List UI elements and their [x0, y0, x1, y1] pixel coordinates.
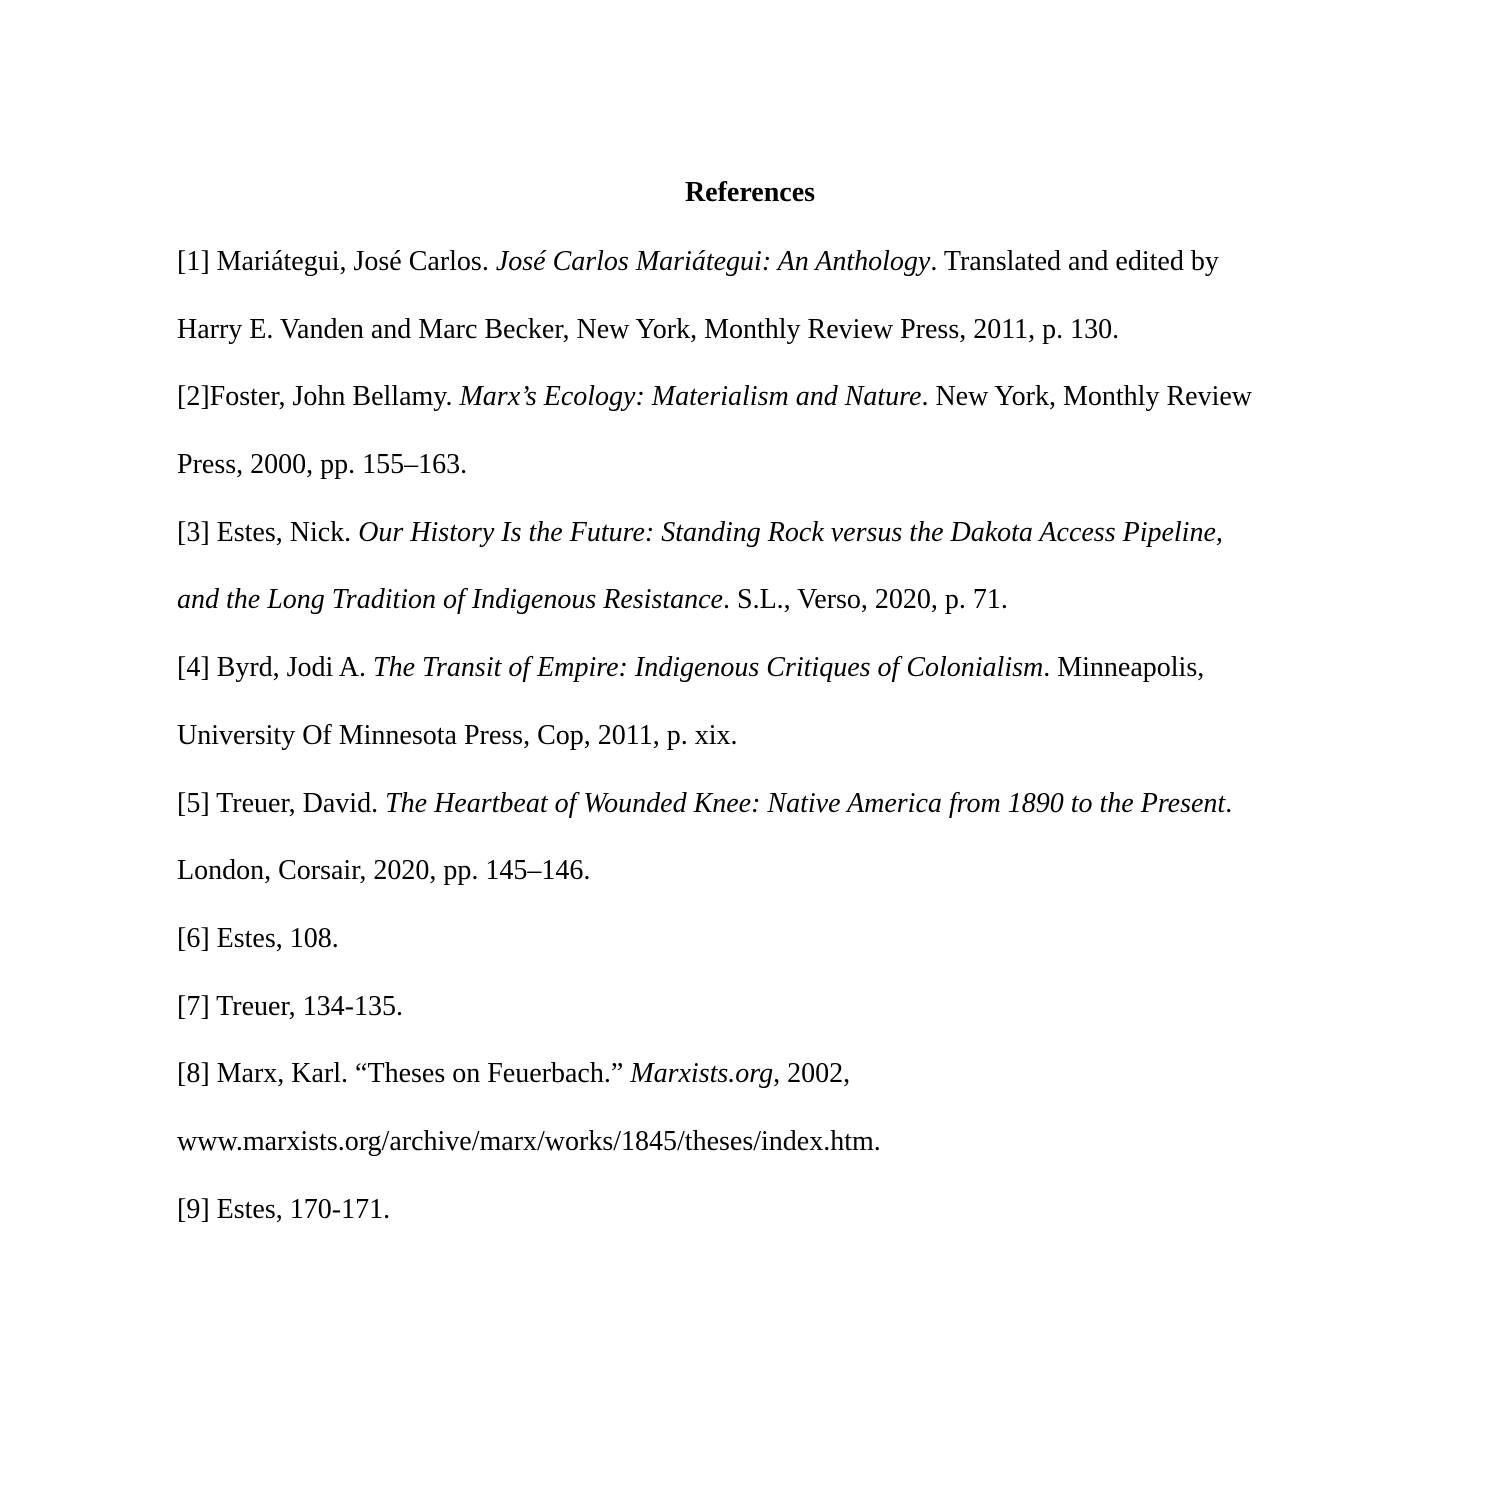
reference-text: [5] Treuer, David.	[177, 787, 386, 819]
reference-title: Marxists.org	[630, 1058, 774, 1090]
reference-line	[177, 1176, 1377, 1244]
reference-line	[177, 228, 1377, 296]
reference-line	[177, 1040, 1377, 1108]
reference-entry	[177, 1176, 1377, 1244]
reference-title: Marx’s Ecology: Materialism and Nature	[459, 381, 922, 413]
reference-text: [1] Mariátegui, José Carlos.	[177, 246, 496, 277]
reference-entry	[177, 634, 1377, 769]
reference-text: Press, 2000, pp. 155–163.	[177, 449, 468, 481]
reference-text: . Translated and edited by	[930, 246, 1219, 277]
reference-line	[177, 702, 1377, 770]
reference-text: [8] Marx, Karl. “Theses on Feuerbach.”	[177, 1058, 631, 1090]
reference-text: . S.L., Verso, 2020, p. 71.	[723, 584, 1008, 616]
reference-entry	[177, 1040, 1377, 1175]
reference-list	[177, 228, 1377, 1243]
reference-text: University Of Minnesota Press, Cop, 2011, p. xix.	[177, 719, 738, 751]
reference-title: The Heartbeat of Wounded Knee: Native America from 1890 to the Present	[385, 787, 1226, 819]
reference-text: Harry E. Vanden and Marc Becker, New York, Monthly Review Press, 2011, p. 130.	[177, 313, 1120, 345]
reference-entry	[177, 905, 1377, 973]
reference-line	[177, 296, 1377, 364]
page-title: References	[684, 177, 816, 208]
reference-line	[177, 837, 1377, 905]
reference-text: www.marxists.org/archive/marx/works/1845/theses/index.htm.	[177, 1125, 881, 1157]
reference-text: London, Corsair, 2020, pp. 145–146.	[177, 855, 591, 887]
reference-entry	[177, 363, 1377, 498]
reference-text: , 2002,	[773, 1058, 851, 1090]
reference-text: [4] Byrd, Jodi A.	[177, 652, 373, 684]
reference-text: [2]Foster, John Bellamy.	[177, 381, 460, 413]
reference-entry	[177, 973, 1377, 1041]
reference-line	[177, 499, 1377, 567]
reference-line	[177, 634, 1377, 702]
reference-line	[177, 363, 1377, 431]
reference-entry	[177, 770, 1377, 905]
reference-title: and the Long Tradition of Indigenous Resistance	[177, 584, 723, 616]
reference-line	[177, 566, 1377, 634]
reference-text: . Minneapolis,	[1043, 652, 1205, 684]
reference-text: [7] Treuer, 134-135.	[177, 990, 403, 1022]
reference-title: Our History Is the Future: Standing Rock versus the Dakota Access Pipeline,	[358, 516, 1223, 548]
reference-text: [6] Estes, 108.	[177, 922, 339, 954]
reference-line	[177, 973, 1377, 1041]
reference-line	[177, 1108, 1377, 1176]
reference-text: . New York, Monthly Review	[921, 381, 1252, 413]
reference-title: The Transit of Empire: Indigenous Critiques of Colonialism	[373, 652, 1044, 684]
reference-text: .	[1225, 787, 1233, 819]
reference-entry	[177, 228, 1377, 363]
reference-line	[177, 770, 1377, 838]
reference-title: José Carlos Mariátegui: An Anthology	[495, 246, 931, 277]
reference-line	[177, 905, 1377, 973]
reference-text: [3] Estes, Nick.	[177, 516, 359, 548]
reference-line	[177, 431, 1377, 499]
reference-text: [9] Estes, 170-171.	[177, 1193, 391, 1225]
reference-entry	[177, 499, 1377, 634]
